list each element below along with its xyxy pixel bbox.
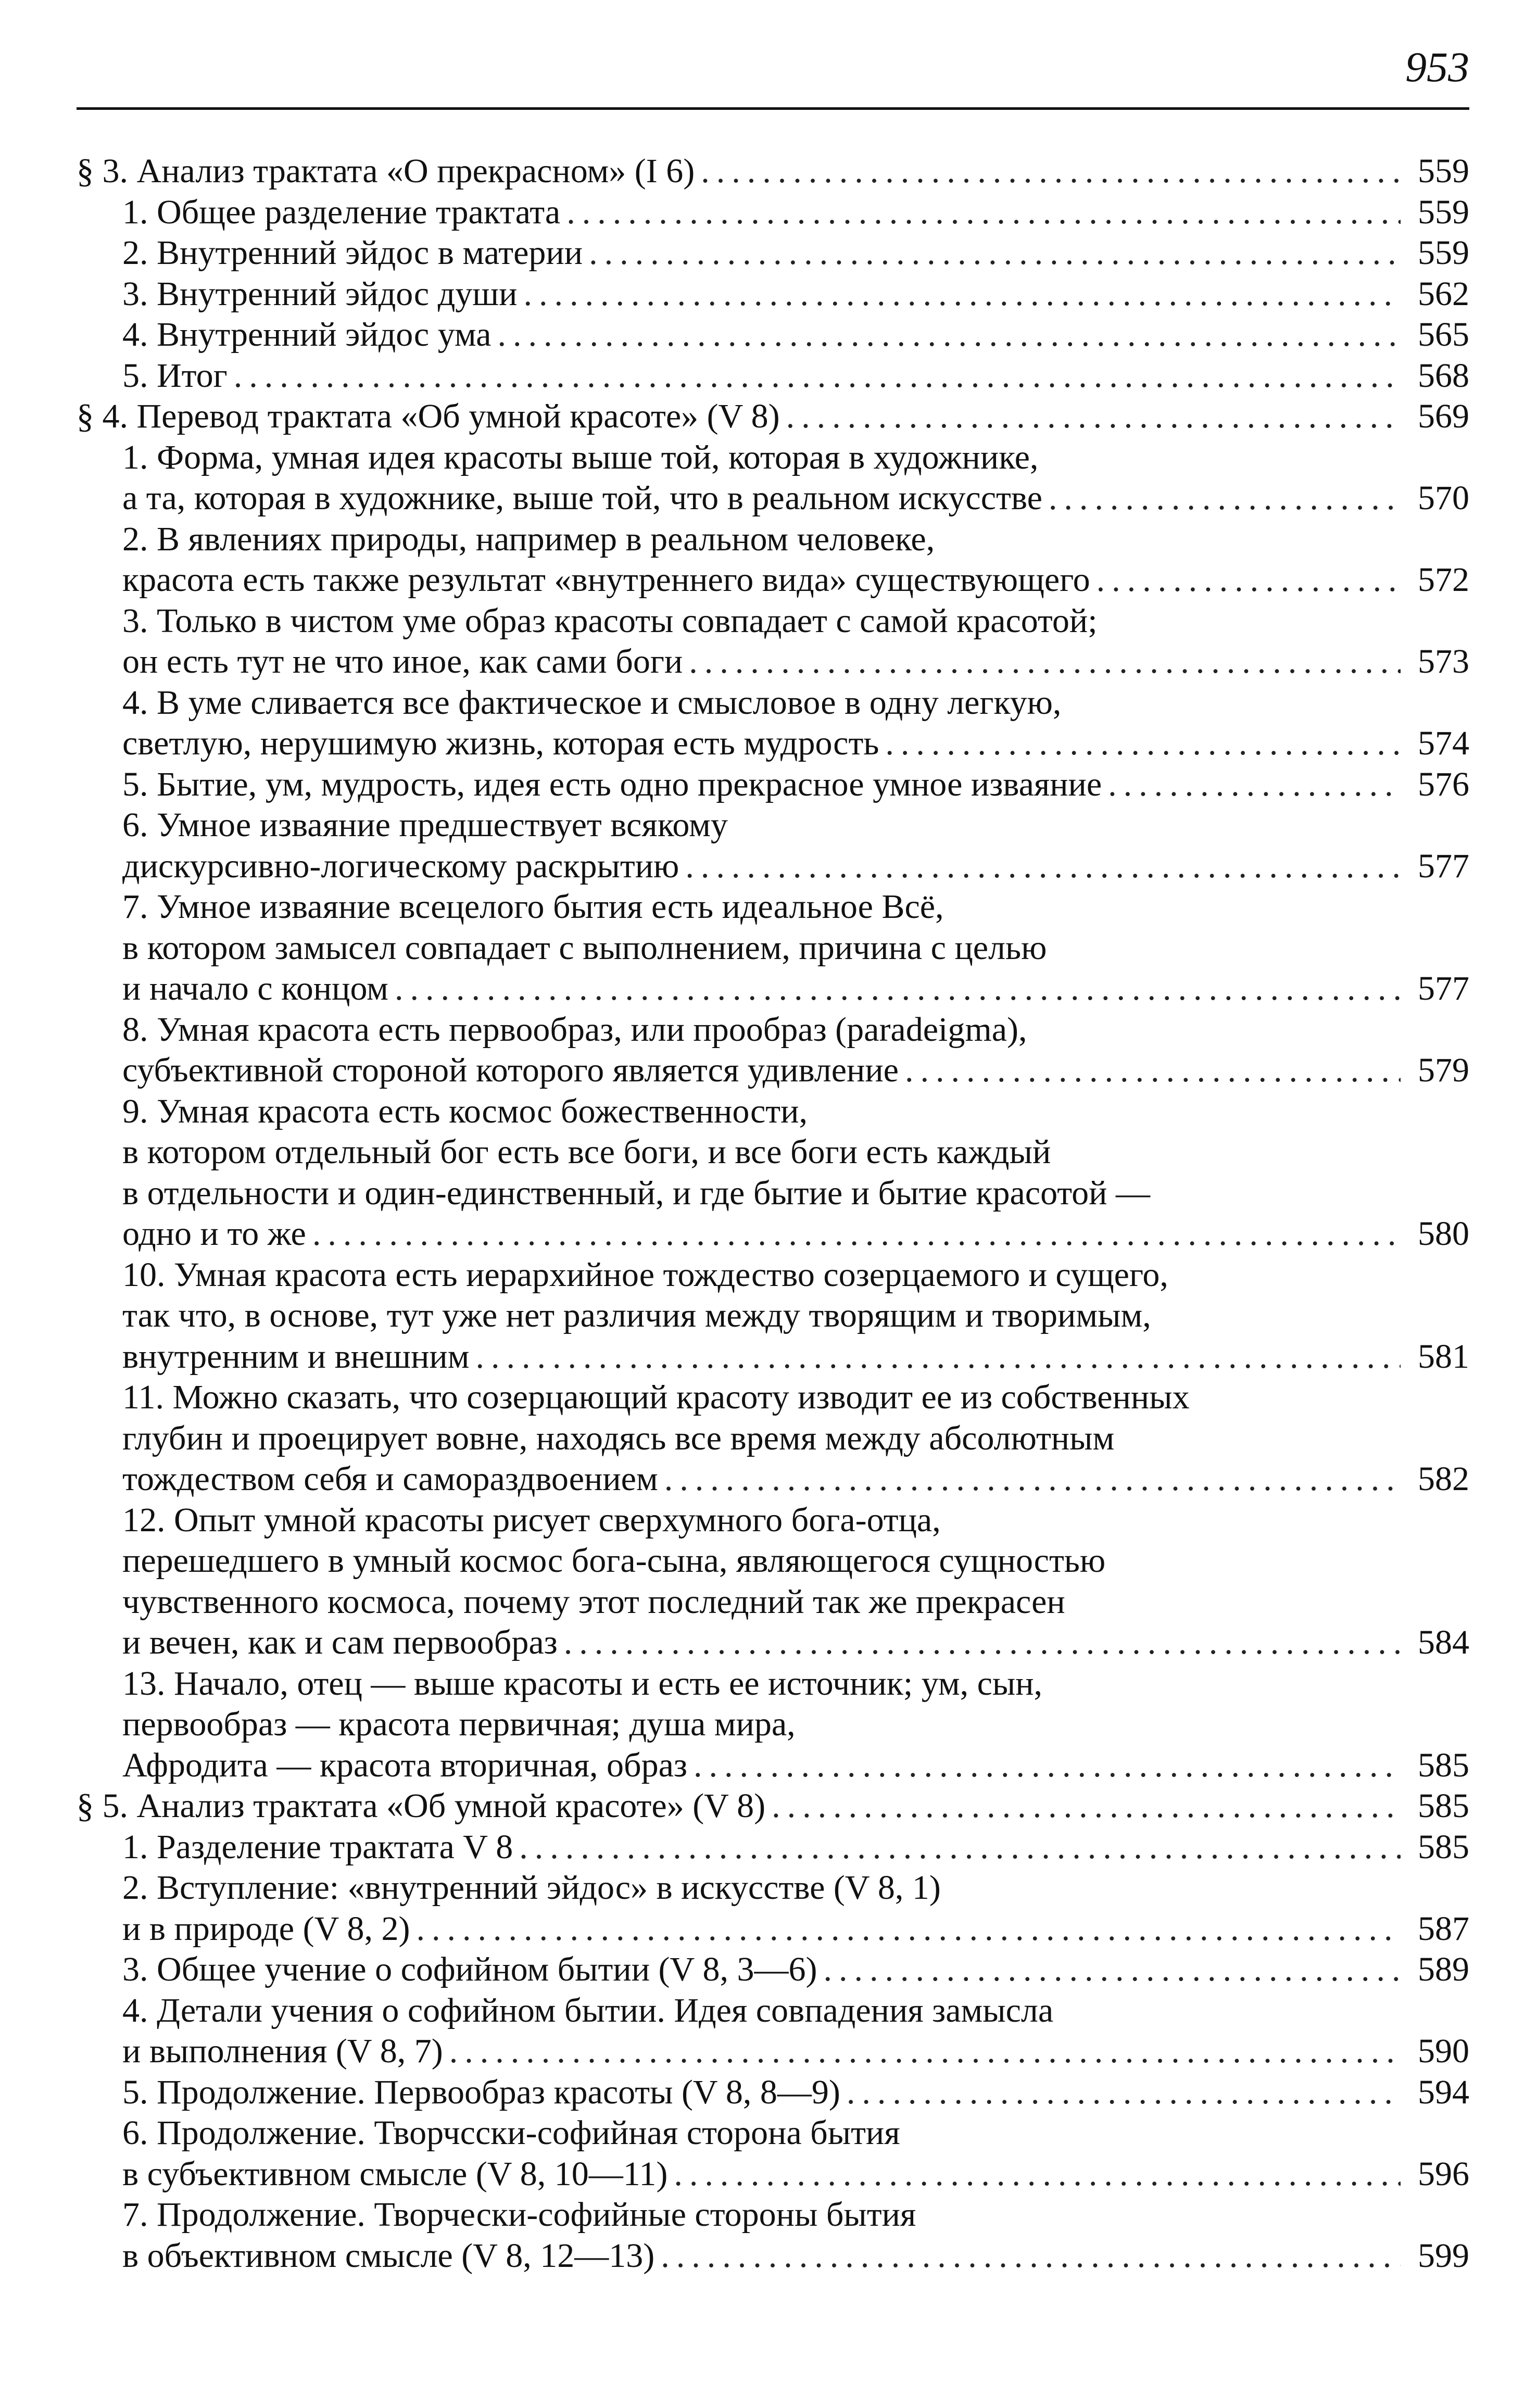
- toc-subsection-entry: [77, 1868, 1469, 1949]
- toc-entry-line-with-page: [122, 2236, 1469, 2277]
- toc-page-number: 559: [1418, 234, 1469, 272]
- toc-entry-line-with-page: [122, 764, 1469, 805]
- toc-entry-title: и в природе (V 8, 2): [122, 1909, 410, 1948]
- toc-entry-line: 3. Только в чистом уме образ красоты совпадает с самой красотой;: [122, 601, 1098, 640]
- toc-page-number: 585: [1418, 1827, 1469, 1866]
- toc-entry-title: в субъективном смысле (V 8, 10—11): [122, 2154, 668, 2193]
- toc-entry-line-with-page: [77, 151, 1469, 192]
- toc-entry-line: 1. Форма, умная идея красоты выше той, которая в художнике,: [122, 438, 1039, 476]
- toc-subsection-entry: [77, 805, 1469, 887]
- toc-page-number: 585: [1418, 1787, 1469, 1825]
- toc-subsection-entry: [77, 1949, 1469, 1990]
- toc-entry-line-with-page: [122, 356, 1469, 397]
- toc-page-number: 570: [1418, 479, 1469, 517]
- toc-page-number: 573: [1418, 642, 1469, 680]
- toc-page-number: 581: [1418, 1337, 1469, 1376]
- toc-page-number: 585: [1418, 1746, 1469, 1784]
- toc-entry-line: 6. Продолжение. Творчсски-софийная сторона бытия: [122, 2114, 900, 2152]
- toc-entry-line-with-page: [122, 1050, 1469, 1091]
- toc-page-number: 579: [1418, 1051, 1469, 1089]
- toc-entry-line-with-page: [122, 2072, 1469, 2113]
- toc-subsection-entry: [77, 601, 1469, 683]
- toc-entry-line-with-page: [122, 274, 1469, 315]
- dot-leader: [1049, 478, 1401, 519]
- toc-entry-line-with-page: [122, 641, 1469, 683]
- toc-page-number: 596: [1418, 2154, 1469, 2193]
- toc-entry-line-with-page: [77, 396, 1469, 437]
- toc-entry-line-with-page: [122, 2031, 1469, 2072]
- dot-leader: [701, 151, 1401, 192]
- toc-entry-title: 5. Итог: [122, 356, 228, 395]
- toc-subsection-entry: [77, 437, 1469, 519]
- toc-page-number: 599: [1418, 2236, 1469, 2275]
- toc-entry-title: в объективном смысле (V 8, 12—13): [122, 2236, 655, 2275]
- toc-entry-title: и выполнения (V 8, 7): [122, 2032, 443, 2070]
- dot-leader: [417, 1909, 1401, 1950]
- toc-subsection-entry: [77, 2072, 1469, 2113]
- dot-leader: [689, 641, 1401, 683]
- toc-entry-title: § 3. Анализ трактата «О прекрасном» (I 6): [77, 152, 695, 190]
- dot-leader: [523, 274, 1401, 315]
- toc-entry-title: § 4. Перевод трактата «Об умной красоте» (V 8): [77, 397, 780, 435]
- toc-entry-title: он есть тут не что иное, как сами боги: [122, 642, 683, 680]
- header-rule: [77, 107, 1469, 110]
- toc-page-number: 577: [1418, 969, 1469, 1007]
- dot-leader: [661, 2236, 1401, 2277]
- dot-leader: [449, 2031, 1401, 2072]
- toc-entry-line: 6. Умное изваяние предшествует всякому: [122, 806, 728, 844]
- toc-entry-line-with-page: [122, 1214, 1469, 1255]
- toc-entry-title: дискурсивно-логическому раскрытию: [122, 847, 679, 885]
- toc-entry-line-with-page: [122, 968, 1469, 1010]
- toc-entry-line-with-page: [122, 1622, 1469, 1663]
- toc-subsection-entry: [77, 1091, 1469, 1255]
- dot-leader: [234, 356, 1401, 397]
- toc-subsection-entry: [77, 1377, 1469, 1500]
- toc-page-number: 587: [1418, 1909, 1469, 1948]
- toc-entry-title: одно и то же: [122, 1215, 306, 1253]
- toc-entry-line: 2. В явлениях природы, например в реальном человеке,: [122, 520, 935, 558]
- toc-entry-title: 2. Внутренний эйдос в материи: [122, 234, 583, 272]
- toc-page-number: 559: [1418, 193, 1469, 231]
- toc-page-number: 572: [1418, 561, 1469, 599]
- toc-entry-line: 4. Детали учения о софийном бытии. Идея совпадения замысла: [122, 1991, 1054, 2029]
- toc-entry-title: 5. Продолжение. Первообраз красоты (V 8, 8—9): [122, 2073, 840, 2111]
- toc-subsection-entry: [77, 1827, 1469, 1868]
- toc-page-number: 577: [1418, 847, 1469, 885]
- toc-subsection-entry: [77, 1663, 1469, 1786]
- dot-leader: [1108, 764, 1401, 805]
- toc-entry-line: так что, в основе, тут уже нет различия между творящим и творимым,: [122, 1296, 1151, 1334]
- dot-leader: [312, 1214, 1401, 1255]
- toc-page-number: 590: [1418, 2032, 1469, 2070]
- toc-subsection-entry: [77, 519, 1469, 601]
- toc-entry-line-with-page: [122, 478, 1469, 519]
- toc-entry-line: 11. Можно сказать, что созерцающий красоту изводит ее из собственных: [122, 1378, 1190, 1416]
- toc-subsection-entry: [77, 2113, 1469, 2195]
- dot-leader: [589, 233, 1401, 274]
- toc-entry-line: 10. Умная красота есть иерархийное тождество созерцаемого и сущего,: [122, 1255, 1168, 1294]
- dot-leader: [823, 1949, 1401, 1990]
- toc-page-number: 562: [1418, 274, 1469, 313]
- toc-entry-title: а та, которая в художнике, выше той, что в реальном искусстве: [122, 479, 1042, 517]
- toc-page-number: 580: [1418, 1215, 1469, 1253]
- toc-subsection-entry: [77, 1010, 1469, 1091]
- toc-section-entry: [77, 396, 1469, 437]
- toc-subsection-entry: [77, 1500, 1469, 1663]
- toc-entry-line: 4. В уме сливается все фактическое и смысловое в одну легкую,: [122, 683, 1062, 722]
- dot-leader: [564, 1622, 1401, 1663]
- toc-entry-title: и вечен, как и сам первообраз: [122, 1623, 558, 1661]
- toc-entry-title: тождеством себя и самораздвоением: [122, 1460, 658, 1498]
- toc-entry-line-with-page: [122, 314, 1469, 356]
- toc-entry-title: 5. Бытие, ум, мудрость, идея есть одно прекрасное умное изваяние: [122, 765, 1102, 803]
- toc-entry-line-with-page: [122, 560, 1469, 601]
- dot-leader: [685, 846, 1401, 887]
- toc-entry-line: глубин и проецирует вовне, находясь все время между абсолютным: [122, 1419, 1115, 1457]
- dot-leader: [475, 1337, 1401, 1378]
- dot-leader: [1097, 560, 1401, 601]
- toc-page-number: 584: [1418, 1623, 1469, 1661]
- dot-leader: [772, 1786, 1401, 1827]
- toc-entry-title: и начало с концом: [122, 969, 388, 1007]
- toc-entry-line-with-page: [122, 233, 1469, 274]
- toc-entry-title: внутренним и внешним: [122, 1337, 470, 1376]
- dot-leader: [694, 1745, 1401, 1786]
- toc-subsection-entry: [77, 1990, 1469, 2072]
- toc-page-number: 569: [1418, 397, 1469, 435]
- toc-entry-line-with-page: [122, 1909, 1469, 1950]
- toc-subsection-entry: [77, 764, 1469, 805]
- toc-subsection-entry: [77, 356, 1469, 397]
- toc-subsection-entry: [77, 2195, 1469, 2276]
- dot-leader: [885, 723, 1401, 764]
- toc-section-entry: [77, 151, 1469, 192]
- dot-leader: [566, 192, 1401, 233]
- toc-entry-title: субъективной стороной которого является удивление: [122, 1051, 899, 1089]
- dot-leader: [786, 396, 1401, 437]
- toc-page-number: 582: [1418, 1460, 1469, 1498]
- toc-entry-line: в котором замысел совпадает с выполнением, причина с целью: [122, 928, 1047, 967]
- toc-entry-title: 1. Разделение трактата V 8: [122, 1827, 513, 1866]
- toc-entry-line: перешедшего в умный космос бога-сына, являющегося сущностью: [122, 1542, 1106, 1580]
- toc-entry-line: 2. Вступление: «внутренний эйдос» в искусстве (V 8, 1): [122, 1869, 941, 1907]
- table-of-contents: [77, 151, 1469, 2276]
- dot-leader: [905, 1050, 1401, 1091]
- toc-entry-line: в отдельности и один-единственный, и где бытие и бытие красотой —: [122, 1174, 1151, 1212]
- dot-leader: [847, 2072, 1401, 2113]
- dot-leader: [497, 314, 1401, 356]
- toc-entry-line: чувственного космоса, почему этот последний так же прекрасен: [122, 1582, 1065, 1621]
- toc-entry-title: красота есть также результат «внутреннего вида» существующего: [122, 561, 1090, 599]
- toc-page-number: 576: [1418, 765, 1469, 803]
- toc-page-number: 559: [1418, 152, 1469, 190]
- toc-entry-line: 7. Продолжение. Творчески-софийные стороны бытия: [122, 2196, 916, 2234]
- dot-leader: [395, 968, 1401, 1010]
- page-number: 953: [1405, 43, 1469, 91]
- toc-page-number: 574: [1418, 724, 1469, 762]
- toc-entry-line: 7. Умное изваяние всецелого бытия есть идеальное Всё,: [122, 888, 944, 926]
- toc-subsection-entry: [77, 683, 1469, 764]
- dot-leader: [519, 1827, 1401, 1868]
- toc-entry-line: в котором отдельный бог есть все боги, и все боги есть каждый: [122, 1133, 1051, 1171]
- toc-entry-line: 9. Умная красота есть космос божественности,: [122, 1092, 808, 1130]
- toc-entry-line-with-page: [122, 1827, 1469, 1868]
- toc-entry-line-with-page: [77, 1786, 1469, 1827]
- toc-entry-title: 3. Внутренний эйдос души: [122, 274, 518, 313]
- toc-entry-title: светлую, нерушимую жизнь, которая есть мудрость: [122, 724, 879, 762]
- toc-entry-line: 8. Умная красота есть первообраз, или прообраз (paradeigma),: [122, 1010, 1027, 1049]
- toc-subsection-entry: [77, 192, 1469, 233]
- toc-entry-title: 4. Внутренний эйдос ума: [122, 316, 492, 354]
- toc-entry-line-with-page: [122, 723, 1469, 764]
- toc-subsection-entry: [77, 274, 1469, 315]
- toc-entry-title: Афродита — красота вторичная, образ: [122, 1746, 688, 1784]
- toc-entry-line-with-page: [122, 192, 1469, 233]
- toc-entry-line-with-page: [122, 846, 1469, 887]
- toc-entry-line-with-page: [122, 1949, 1469, 1990]
- dot-leader: [674, 2154, 1401, 2195]
- toc-page-number: 589: [1418, 1950, 1469, 1988]
- toc-entry-line-with-page: [122, 1337, 1469, 1378]
- toc-page-number: 568: [1418, 356, 1469, 395]
- toc-entry-title: 3. Общее учение о софийном бытии (V 8, 3—6): [122, 1950, 817, 1988]
- toc-subsection-entry: [77, 887, 1469, 1010]
- toc-entry-line-with-page: [122, 1745, 1469, 1786]
- toc-section-entry: [77, 1786, 1469, 1827]
- dot-leader: [664, 1459, 1401, 1500]
- toc-entry-line: первообраз — красота первичная; душа мира,: [122, 1705, 796, 1743]
- toc-entry-line: 12. Опыт умной красоты рисует сверхумного бога-отца,: [122, 1501, 941, 1539]
- toc-subsection-entry: [77, 233, 1469, 274]
- toc-entry-title: § 5. Анализ трактата «Об умной красоте» (V 8): [77, 1787, 766, 1825]
- toc-entry-line-with-page: [122, 2154, 1469, 2195]
- toc-page-number: 565: [1418, 316, 1469, 354]
- toc-page-number: 594: [1418, 2073, 1469, 2111]
- toc-subsection-entry: [77, 1255, 1469, 1378]
- toc-entry-line: 13. Начало, отец — выше красоты и есть ее источник; ум, сын,: [122, 1664, 1043, 1703]
- toc-subsection-entry: [77, 314, 1469, 356]
- toc-entry-title: 1. Общее разделение трактата: [122, 193, 561, 231]
- toc-entry-line-with-page: [122, 1459, 1469, 1500]
